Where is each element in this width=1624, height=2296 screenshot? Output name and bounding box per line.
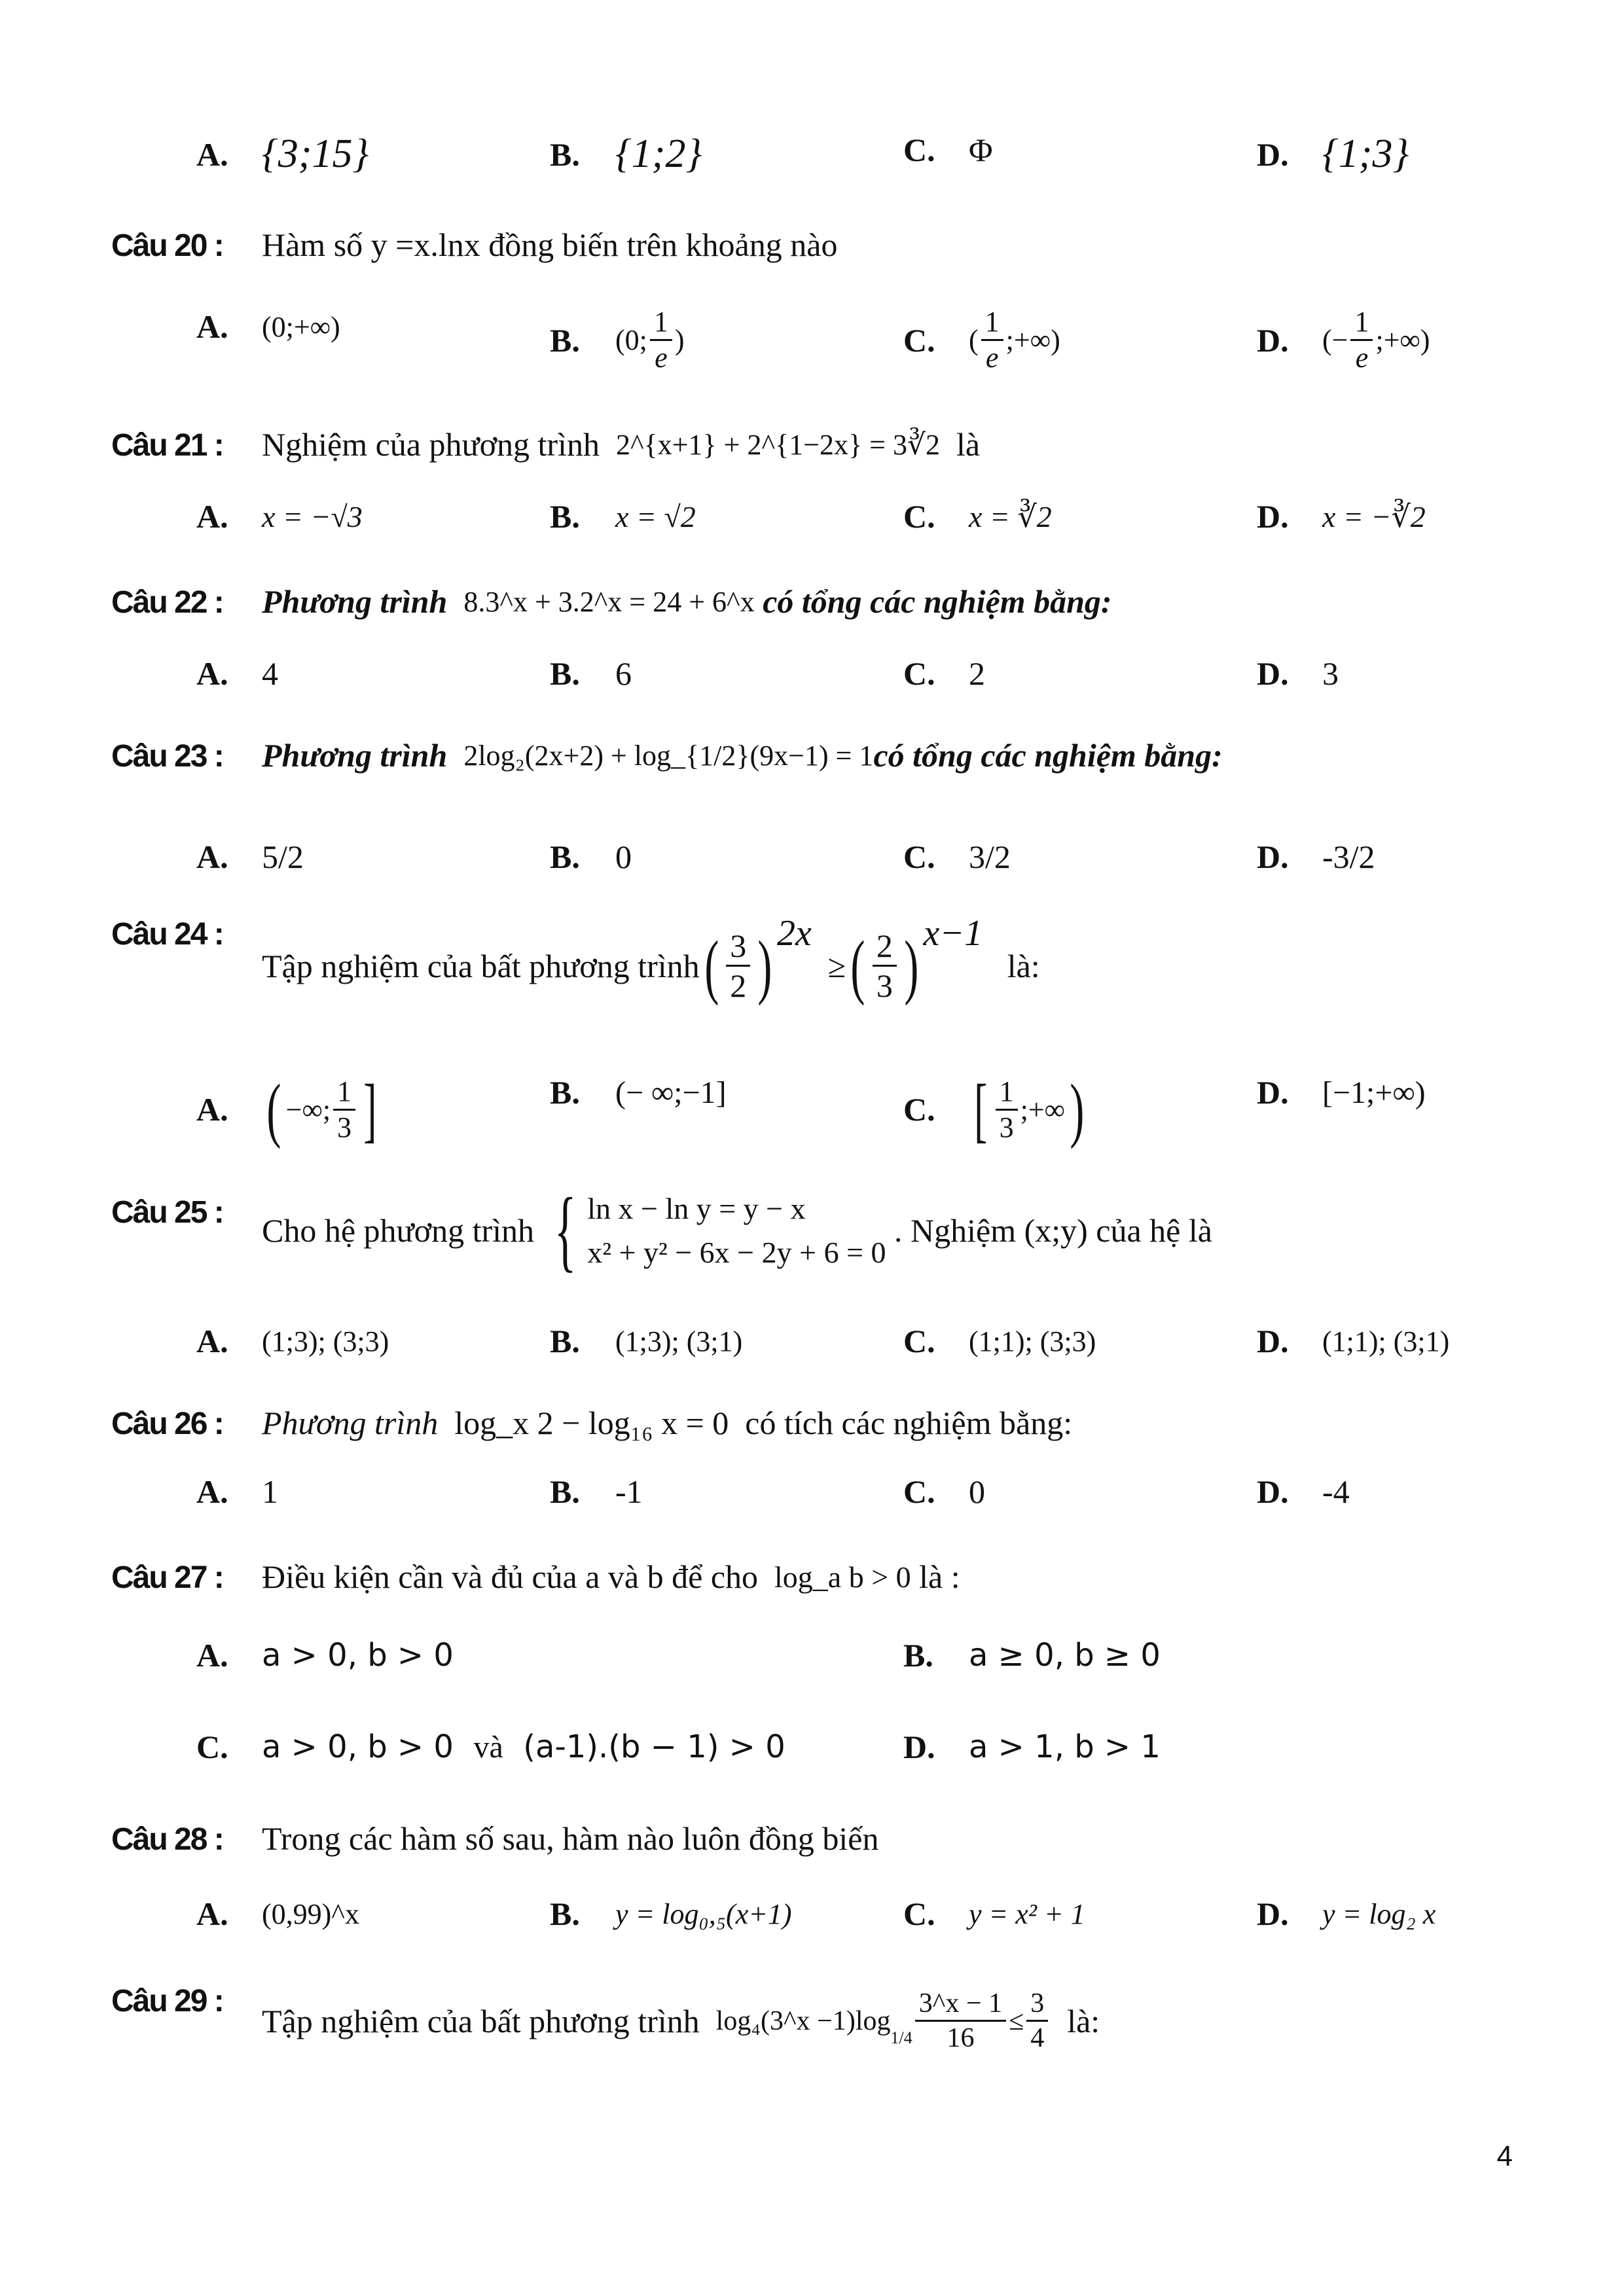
fraction: $\frac{1}{e}$ bbox=[650, 308, 672, 372]
q21-option-a[interactable]: A. x = −√3 bbox=[196, 498, 363, 535]
question-25: Cho hệ phương trình { ln x − ln y = y − x x² + y² − 6x − 2y + 6 = 0 . Nghiệm (x;y) của hệ là bbox=[262, 1179, 1212, 1281]
fraction: $\frac{2}{3}$ bbox=[873, 929, 897, 1002]
q25-options bbox=[0, 1322, 1624, 1381]
q28-option-b[interactable]: B. y = log₀,₅(x+1) bbox=[550, 1895, 792, 1932]
q24-option-c[interactable]: C. [ $\frac{1}{3}$ ;+∞ ) bbox=[903, 1069, 1085, 1149]
q26-option-d[interactable]: D. -4 bbox=[1257, 1473, 1350, 1510]
question-24-label: Câu 24 : bbox=[111, 917, 223, 952]
q21-option-b[interactable]: B. x = √2 bbox=[550, 498, 696, 535]
question-21: Câu 21 : Nghiệm của phương trình 2^{x+1} + 2^{1−2x} = 3∛2 là bbox=[111, 426, 981, 463]
q19-option-c[interactable]: C. Φ bbox=[903, 132, 993, 168]
q19-option-d[interactable]: D. {1;3} bbox=[1257, 132, 1409, 176]
q26-option-a[interactable]: A. 1 bbox=[196, 1473, 278, 1510]
q28-options bbox=[0, 1895, 1624, 1954]
q23-option-c[interactable]: C. 3/2 bbox=[903, 838, 1011, 875]
q21-options bbox=[0, 497, 1624, 556]
q20-option-b[interactable]: B. (0; $\frac{1}{e}$ ) bbox=[550, 306, 685, 374]
q27-option-a[interactable]: A. a > 0, b > 0 bbox=[196, 1637, 454, 1674]
q28-option-a[interactable]: A. (0,99)^x bbox=[196, 1895, 359, 1932]
q19-option-b[interactable]: B. {1;2} bbox=[550, 132, 702, 176]
q23-option-a[interactable]: A. 5/2 bbox=[196, 838, 304, 875]
q20-option-d[interactable]: D. (− $\frac{1}{e}$ ;+∞) bbox=[1257, 306, 1430, 374]
question-29: Tập nghiệm của bất phương trình log₄(3^x −1)log 1/4 $\frac{3\^{}x - 1}{16}$ ≤ $\frac{3}{4}$ là: bbox=[262, 1988, 1100, 2053]
fraction: $\frac{1}{3}$ bbox=[333, 1077, 355, 1142]
q27-options-row1 bbox=[0, 1636, 1624, 1695]
q27-options-row2 bbox=[0, 1728, 1624, 1787]
q25-option-d[interactable]: D. (1;1); (3;1) bbox=[1257, 1323, 1450, 1359]
q25-option-b[interactable]: B. (1;3); (3;1) bbox=[550, 1323, 743, 1359]
question-23: Câu 23 : Phương trình 2log₂(2x+2) + log_{1/2}(9x−1) = 1 có tổng các nghiệm bằng: bbox=[111, 737, 1223, 774]
question-28: Câu 28 : Trong các hàm số sau, hàm nào luôn đồng biến bbox=[111, 1820, 879, 1857]
q27-option-b[interactable]: B. a ≥ 0, b ≥ 0 bbox=[903, 1637, 1161, 1674]
fraction: $\frac{3\^{}x - 1}{16}$ bbox=[915, 1990, 1006, 2052]
question-24: Tập nghiệm của bất phương trình ( $\frac{3}{2}$ ) 2x ≥ ( $\frac{2}{3}$ ) x−1 là: bbox=[262, 912, 1040, 1006]
q22-option-d[interactable]: D. 3 bbox=[1257, 655, 1339, 692]
q28-option-c[interactable]: C. y = x² + 1 bbox=[903, 1895, 1085, 1932]
q25-option-a[interactable]: A. (1;3); (3;3) bbox=[196, 1323, 389, 1359]
q24-options bbox=[0, 1069, 1624, 1149]
fraction: $\frac{1}{e}$ bbox=[1350, 308, 1373, 372]
question-22: Câu 22 : Phương trình 8.3^x + 3.2^x = 24 + 6^x có tổng các nghiệm bằng: bbox=[111, 583, 1112, 620]
q19-option-a[interactable]: A. {3;15} bbox=[196, 132, 369, 176]
fraction: $\frac{1}{e}$ bbox=[981, 308, 1003, 372]
equation-system: { ln x − ln y = y − x x² + y² − 6x − 2y + 6 = 0 bbox=[554, 1179, 886, 1281]
q20-option-c[interactable]: C. ( $\frac{1}{e}$ ;+∞) bbox=[903, 306, 1060, 374]
q22-options bbox=[0, 655, 1624, 713]
q26-option-b[interactable]: B. -1 bbox=[550, 1473, 643, 1510]
question-25-label: Câu 25 : bbox=[111, 1195, 223, 1230]
fraction: $\frac{3}{2}$ bbox=[726, 929, 750, 1002]
page-number: 4 bbox=[1496, 2140, 1513, 2172]
question-27: Câu 27 : Điều kiện cần và đủ của a và b để cho log_a b > 0 là : bbox=[111, 1558, 960, 1595]
q26-options bbox=[0, 1473, 1624, 1532]
q23-options bbox=[0, 838, 1624, 897]
question-26: Câu 26 : Phương trình log_x 2 − log₁₆ x = 0 có tích các nghiệm bằng: bbox=[111, 1405, 1073, 1441]
q22-option-a[interactable]: A. 4 bbox=[196, 655, 278, 692]
q22-option-b[interactable]: B. 6 bbox=[550, 655, 632, 692]
q26-option-c[interactable]: C. 0 bbox=[903, 1473, 985, 1510]
q20-options bbox=[0, 306, 1624, 374]
q25-option-c[interactable]: C. (1;1); (3;3) bbox=[903, 1323, 1096, 1359]
q20-option-a[interactable]: A. (0;+∞) bbox=[196, 308, 340, 345]
q21-option-d[interactable]: D. x = −∛2 bbox=[1257, 498, 1426, 535]
q19-options bbox=[0, 131, 1624, 190]
q23-option-b[interactable]: B. 0 bbox=[550, 838, 632, 875]
fraction: $\frac{3}{4}$ bbox=[1026, 1990, 1048, 2052]
q21-option-c[interactable]: C. x = ∛2 bbox=[903, 498, 1052, 535]
q24-option-d[interactable]: D. [−1;+∞) bbox=[1257, 1074, 1426, 1111]
question-29-label: Câu 29 : bbox=[111, 1984, 223, 2018]
q28-option-d[interactable]: D. y = log₂ x bbox=[1257, 1895, 1436, 1932]
q27-option-c[interactable]: C. a > 0, b > 0 và (a-1).(b − 1) > 0 bbox=[196, 1729, 785, 1765]
q22-option-c[interactable]: C. 2 bbox=[903, 655, 985, 692]
question-20: Câu 20 : Hàm số y =x.lnx đồng biến trên khoảng nào bbox=[111, 226, 838, 263]
fraction: $\frac{1}{3}$ bbox=[996, 1077, 1018, 1142]
q24-option-b[interactable]: B. (− ∞;−1] bbox=[550, 1074, 727, 1111]
q27-option-d[interactable]: D. a > 1, b > 1 bbox=[903, 1729, 1161, 1765]
q23-option-d[interactable]: D. -3/2 bbox=[1257, 838, 1375, 875]
q24-option-a[interactable]: A. ( −∞; $\frac{1}{3}$ ] bbox=[196, 1069, 377, 1149]
